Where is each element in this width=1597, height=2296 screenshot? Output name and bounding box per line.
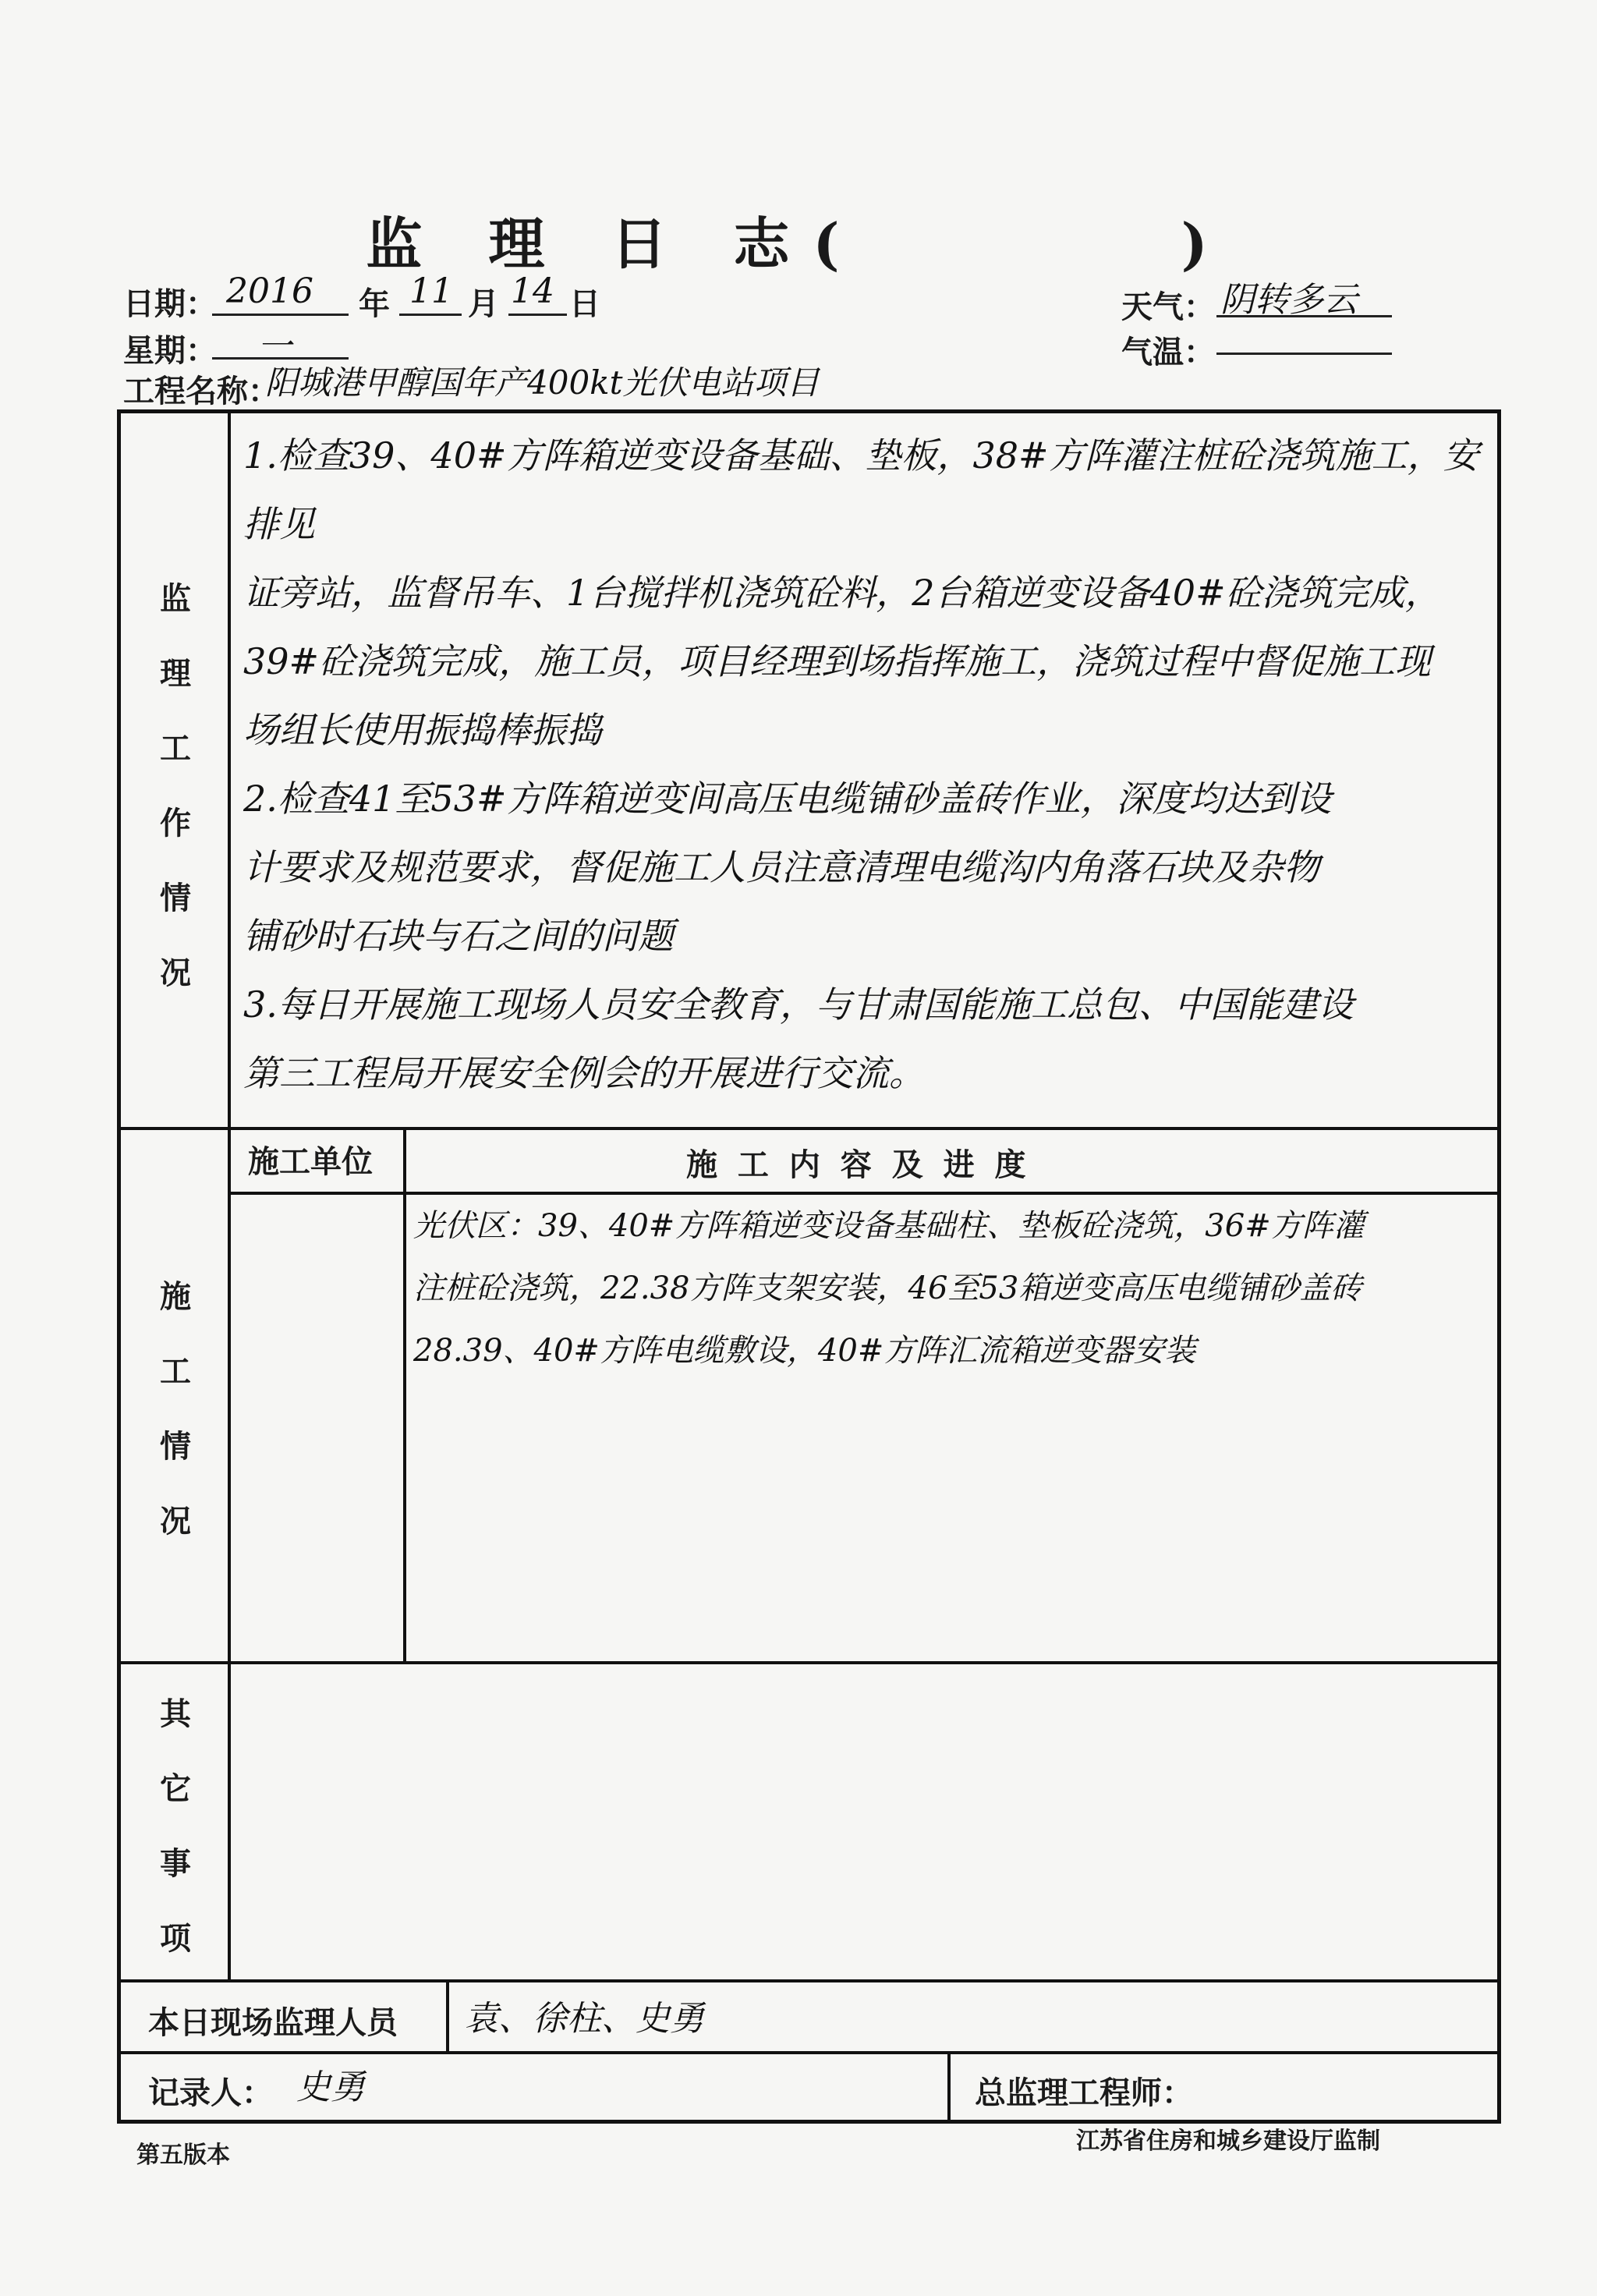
day-char: 日	[569, 286, 600, 322]
unit-header: 施工单位	[248, 1144, 373, 1180]
staff-value: 袁、徐柱、史勇	[464, 1999, 704, 2039]
day-underline	[508, 314, 567, 316]
row-divider-1	[117, 1127, 1501, 1130]
construction-label-char: 况	[160, 1504, 191, 1540]
other-label-char: 其	[160, 1696, 191, 1732]
page-title: 监 理 日 志( )	[366, 211, 1231, 277]
year-underline	[212, 314, 349, 316]
construction-line: 光伏区：39、40#方阵箱逆变设备基础柱、垫板砼浇筑，36#方阵灌	[413, 1208, 1365, 1244]
date-day: 14	[511, 271, 554, 311]
supervision-label-char: 况	[160, 955, 191, 991]
construction-label	[148, 1260, 203, 1559]
supervision-line: 39#砼浇筑完成，施工员，项目经理到场指挥施工，浇筑过程中督促施工现	[243, 640, 1432, 682]
supervision-label-char: 监	[160, 581, 191, 617]
recorder-label: 记录人：	[148, 2075, 273, 2111]
staff-label: 本日现场监理人员	[148, 2005, 398, 2041]
recorder-value: 史勇	[296, 2067, 365, 2107]
other-label-char: 项	[160, 1921, 191, 1957]
construction-label-char: 工	[160, 1354, 191, 1390]
supervision-line: 1.检查39、40#方阵箱逆变设备基础、垫板，38#方阵灌注桩砼浇筑施工，安排见	[243, 434, 1479, 545]
weekday-label: 星期：	[123, 333, 217, 369]
unit-column-divider	[403, 1127, 406, 1661]
temp-underline	[1216, 353, 1392, 355]
chief-engineer-label: 总监理工程师：	[975, 2075, 1193, 2111]
supervision-line: 计要求及规范要求，督促施工人员注意清理电缆沟内角落石块及杂物	[243, 846, 1319, 888]
weather-value: 阴转多云	[1220, 280, 1358, 320]
other-label-char: 事	[160, 1846, 191, 1882]
year-char: 年	[359, 286, 390, 322]
supervision-line: 第三工程局开展安全例会的开展进行交流。	[243, 1052, 925, 1094]
supervision-line: 铺砂时石块与石之间的问题	[243, 915, 674, 957]
weather-label: 天气：	[1121, 289, 1215, 325]
project-label: 工程名称：	[123, 374, 279, 409]
footer-issuer: 江苏省住房和城乡建设厅监制	[1076, 2128, 1380, 2155]
supervision-label-char: 作	[160, 806, 191, 842]
supervision-line: 场组长使用振捣棒振捣	[243, 709, 602, 751]
row-divider-4	[117, 2051, 1501, 2054]
other-label-char: 它	[160, 1771, 191, 1807]
recorder-divider	[947, 2051, 951, 2124]
date-year: 2016	[226, 271, 313, 311]
row-divider-2	[117, 1661, 1501, 1664]
supervision-label	[148, 562, 203, 1011]
month-char: 月	[468, 286, 499, 322]
footer-version: 第五版本	[136, 2142, 230, 2169]
other-label	[148, 1677, 203, 1976]
date-month: 11	[409, 271, 453, 311]
construction-notes	[413, 1195, 1497, 1382]
content-header: 施 工 内 容 及 进 度	[686, 1147, 1031, 1183]
supervision-line: 证旁站，监督吊车、1台搅拌机浇筑砼料，2台箱逆变设备40#砼浇筑完成，	[243, 572, 1441, 614]
month-underline	[399, 314, 462, 316]
supervision-label-char: 情	[160, 880, 191, 916]
supervision-notes	[243, 421, 1491, 1107]
row-divider-3	[117, 1979, 1501, 1982]
construction-label-char: 施	[160, 1279, 191, 1315]
staff-divider	[446, 1979, 449, 2051]
construction-label-char: 情	[160, 1429, 191, 1465]
construction-line: 28.39、40#方阵电缆敷设，40#方阵汇流箱逆变器安装	[413, 1333, 1196, 1369]
weekday-value: 一	[257, 327, 292, 367]
supervision-line: 2.检查41至53#方阵箱逆变间高压电缆铺砂盖砖作业，深度均达到设	[243, 778, 1332, 820]
temp-label: 气温：	[1121, 335, 1215, 370]
supervision-line: 3.每日开展施工现场人员安全教育，与甘肃国能施工总包、中国能建设	[243, 983, 1354, 1026]
project-value: 阳城港甲醇国年产400kt光伏电站项目	[265, 363, 820, 402]
supervision-label-char: 工	[160, 731, 191, 767]
date-label: 日期：	[123, 286, 217, 322]
supervision-label-char: 理	[160, 656, 191, 692]
construction-line: 注桩砼浇筑，22.38方阵支架安装，46至53箱逆变高压电缆铺砂盖砖	[413, 1270, 1362, 1306]
